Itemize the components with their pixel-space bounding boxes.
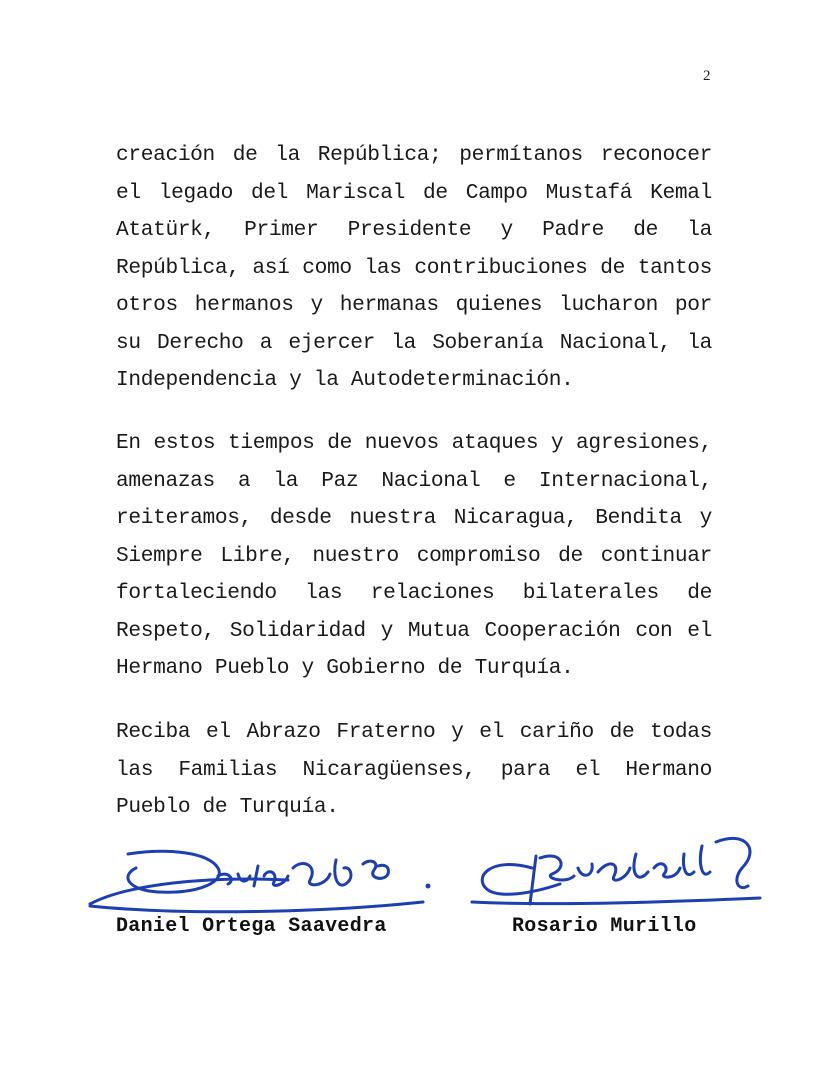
paragraph-greeting: Reciba el Abrazo Fraterno y el cariño de todas las Familias Nicaragüenses, para el Hermano Pueblo de Turquía. xyxy=(116,720,712,819)
signer-name-right: Rosario Murillo xyxy=(512,915,697,938)
signature-daniel-ortega xyxy=(88,846,443,916)
paragraph-commitment: En estos tiempos de nuevos ataques y agresiones, amenazas a la Paz Nacional e Internacional, reiteramos, desde nuestra Nicaragua, Bendita y Siempre Libre, nuestro compromiso de continuar fortaleciendo las relaciones bilaterales de Respeto, Solidaridad y Mutua Cooperación con el Hermano Pueblo y Gobierno de Turquía. xyxy=(116,431,712,680)
page-number: 2 xyxy=(703,68,711,84)
paragraph-tribute: creación de la República; permítanos reconocer el legado del Mariscal de Campo Mustafá Kemal Atatürk, Primer Presidente y Padre de la República, así como las contribuciones de tantos otros hermanos y hermanas quienes lucharon por su Derecho a ejercer la Soberanía Nacional, la Independencia y la Autodeterminación. xyxy=(116,143,712,392)
signer-name-left: Daniel Ortega Saavedra xyxy=(116,915,387,938)
